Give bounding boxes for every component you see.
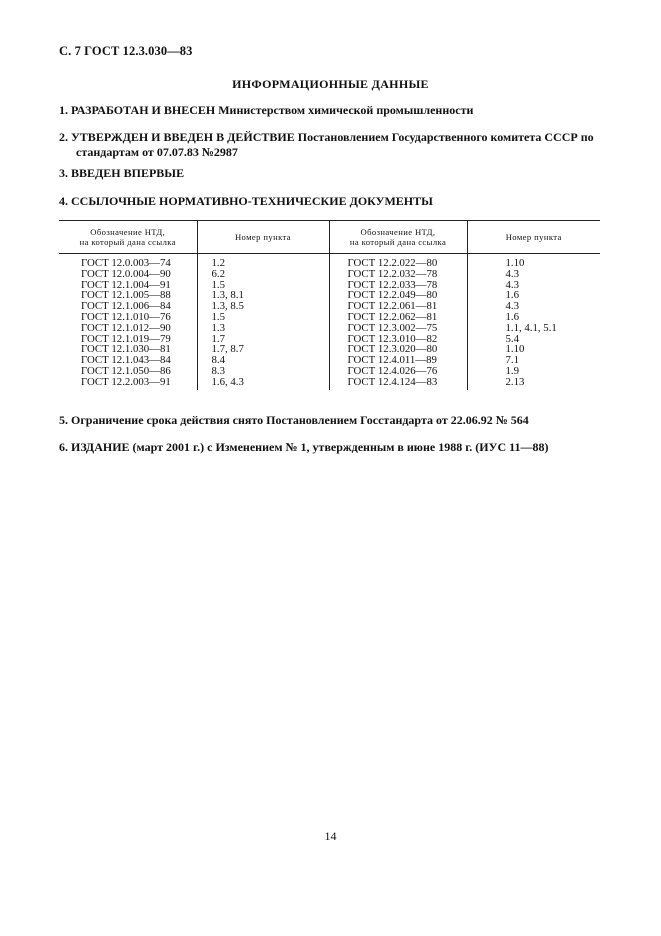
item-lead: ССЫЛОЧНЫЕ НОРМАТИВНО-ТЕХНИЧЕСКИЕ ДОКУМЕНТЫ [71,194,433,208]
point-cell: 1.3, 8.5 [197,301,329,312]
info-item-3 [59,166,614,181]
doc-cell: ГОСТ 12.3.010—82 [329,334,467,345]
item-number: 5. [59,413,68,427]
item-text: Постановлением Государственного комитета СССР по [297,130,594,144]
point-cell: 1.7 [197,334,329,345]
doc-cell: ГОСТ 12.1.019—79 [81,332,171,345]
point-cell: 1.9 [467,366,600,377]
doc-cell: ГОСТ 12.3.020—80 [329,344,467,355]
header-doc-line1: Обозначение НТД, [90,227,166,237]
item-lead: ВВЕДЕН ВПЕРВЫЕ [71,166,185,180]
header-point-number-2: Номер пункта [467,221,600,254]
doc-cell: ГОСТ 12.2.049—80 [329,290,467,301]
point-cell: 4.3 [467,301,600,312]
table-row [59,254,600,269]
item-text-continuation: стандартам от 07.07.83 №2987 [76,145,238,159]
header-doc-line2: на который дана ссылка [349,237,447,247]
point-cell: 1.10 [467,254,600,269]
point-cell: 4.3 [467,280,600,291]
doc-cell: ГОСТ 12.2.022—80 [329,254,467,269]
header-doc-line1: Обозначение НТД, [360,227,436,237]
doc-cell: ГОСТ 12.2.032—78 [329,269,467,280]
info-item-5 [59,413,614,428]
doc-cell: ГОСТ 12.1.004—91 [81,278,171,291]
point-cell: 1.2 [197,254,329,269]
doc-cell: ГОСТ 12.1.030—81 [81,343,171,356]
doc-cell: ГОСТ 12.1.043—84 [81,354,171,367]
header-doc-designation [59,221,197,254]
item-number: 1. [59,103,68,117]
doc-cell: ГОСТ 12.1.050—86 [81,364,171,377]
point-cell: 5.4 [467,334,600,345]
doc-cell: ГОСТ 12.1.006—84 [81,300,171,313]
point-cell: 1.6 [467,290,600,301]
table-row [59,377,600,390]
page-header: С. 7 ГОСТ 12.3.030—83 [59,44,193,58]
doc-cell: ГОСТ 12.4.026—76 [329,366,467,377]
point-cell: 1.6 [467,312,600,323]
point-cell: 1.10 [467,344,600,355]
point-cell: 1.5 [197,280,329,291]
point-cell: 2.13 [467,377,600,390]
header-doc-line2: на который дана ссылка [79,237,176,247]
item-lead: ИЗДАНИЕ [71,440,130,454]
info-item-6 [59,440,614,455]
point-cell: 6.2 [197,269,329,280]
doc-cell: ГОСТ 12.2.033—78 [329,280,467,291]
item-number: 6. [59,440,68,454]
header-doc-designation-2 [329,221,467,254]
table-row [59,269,600,280]
point-cell: 1.5 [197,312,329,323]
doc-cell: ГОСТ 12.2.062—81 [329,312,467,323]
table-row [59,323,600,334]
item-number: 2. [59,130,68,144]
doc-cell: ГОСТ 12.1.012—90 [81,321,171,334]
point-cell: 1.1, 4.1, 5.1 [467,323,600,334]
point-cell: 1.6, 4.3 [197,377,329,390]
item-number: 3. [59,166,68,180]
point-cell: 1.3, 8.1 [197,290,329,301]
doc-cell: ГОСТ 12.3.002—75 [329,323,467,334]
point-cell: 7.1 [467,355,600,366]
item-text: Министерством химической промышленности [218,103,474,117]
item-number: 4. [59,194,68,208]
item-lead: РАЗРАБОТАН И ВНЕСЕН [71,103,216,117]
doc-cell: ГОСТ 12.4.124—83 [329,377,467,390]
point-cell: 8.4 [197,355,329,366]
section-title: ИНФОРМАЦИОННЫЕ ДАННЫЕ [232,77,429,91]
info-item-4 [59,194,614,209]
doc-cell: ГОСТ 12.1.005—88 [81,289,171,302]
info-item-2 [59,130,614,160]
point-cell: 1.3 [197,323,329,334]
table-header-row [59,221,600,254]
item-text: Ограничение срока действия снято Постановлением Госстандарта от 22.06.92 № 564 [71,413,529,427]
doc-cell: ГОСТ 12.1.010—76 [81,310,171,323]
point-cell: 4.3 [467,269,600,280]
header-point-number: Номер пункта [197,221,329,254]
doc-cell: ГОСТ 12.2.003—91 [81,375,171,388]
item-lead: УТВЕРЖДЕН И ВВЕДЕН В ДЕЙСТВИЕ [71,130,295,144]
point-cell: 1.7, 8.7 [197,344,329,355]
doc-cell: ГОСТ 12.0.004—90 [81,267,171,280]
doc-cell: ГОСТ 12.0.003—74 [81,257,171,269]
point-cell: 8.3 [197,366,329,377]
page-number: 14 [324,829,337,843]
reference-documents-table [59,220,600,390]
info-item-1 [59,103,614,118]
item-text: (март 2001 г.) с Изменением № 1, утвержденным в июне 1988 г. (ИУС 11—88) [132,440,549,454]
doc-cell: ГОСТ 12.2.061—81 [329,301,467,312]
doc-cell: ГОСТ 12.4.011—89 [329,355,467,366]
